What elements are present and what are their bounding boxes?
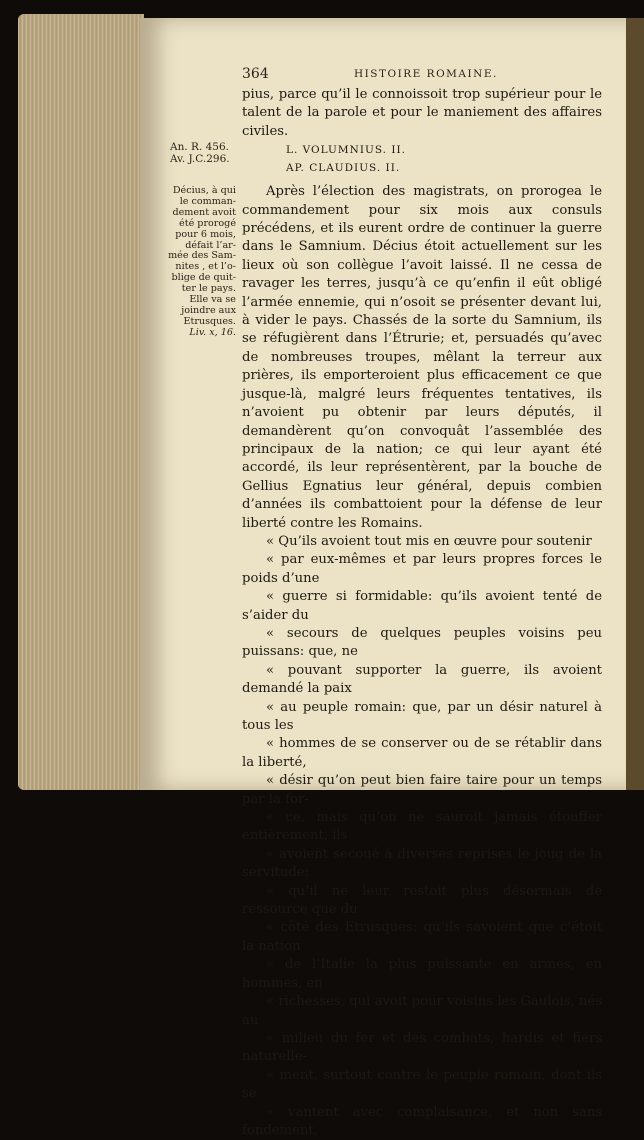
quote-line: « qu’il ne leur restoit plus désormais de ressource que du — [242, 883, 602, 918]
quote-line: « côté des Etrusques: qu’ils savoient que c’étoit la nation — [242, 920, 602, 954]
quote-line: « par eux-mêmes et par leurs propres forces le poids d’une — [242, 552, 602, 586]
book-page-edges — [18, 14, 144, 790]
right-page-shadow — [626, 18, 644, 790]
consul-name: AP. CLAUDIUS. II. — [286, 162, 401, 175]
running-title: HISTOIRE ROMAINE. — [354, 68, 498, 80]
main-text — [242, 86, 602, 1140]
consuls-heading — [242, 141, 602, 177]
quote-line: « ce, mais qu’on ne sauroit jamais étouffer entièrement, ils — [242, 810, 602, 844]
side-note-line: Elle va se — [189, 294, 236, 306]
year-av-jc: Av. J.C.296. — [170, 153, 230, 165]
quote-line: « désir qu’on peut bien faire taire pour un temps par la for- — [242, 773, 602, 807]
body-paragraph — [242, 183, 602, 1140]
side-note-line: joindre aux — [181, 304, 236, 316]
side-note-line: défait l’ar- — [185, 239, 236, 251]
quote-line: « richesses, qui avoit pour voisins les Gaulois, nés au — [242, 994, 602, 1028]
quote-line: « Qu’ils avoient tout mis en œuvre pour soutenir — [266, 533, 592, 549]
quote-line: « de l’Italie la plus puissante en armes, en hommes, en — [242, 957, 602, 991]
year-an-r: An. R. 456. — [170, 141, 229, 153]
side-note-line: Etrusques. — [183, 315, 236, 327]
side-note-line: pour 6 mois, — [175, 228, 236, 240]
side-note-line: dement avoit — [172, 206, 236, 218]
quote-line: « ment, surtout contre le peuple romain, dont ils se — [242, 1067, 602, 1102]
quote-line: « hommes de se conserver ou de se rétablir dans la liberté, — [242, 736, 602, 770]
quote-line: « avoient secoué à diverses reprises le joug de la servitude: — [242, 846, 602, 881]
side-note-line: ter le pays. — [181, 283, 236, 295]
page-number: 364 — [242, 66, 269, 82]
side-note-line: blige de quit- — [171, 272, 236, 284]
page-header — [242, 66, 598, 84]
quote-line: « au peuple romain: que, par un désir naturel à tous les — [242, 699, 602, 733]
side-note-line: été prorogé — [179, 217, 236, 229]
margin-year-note — [170, 141, 240, 165]
quote-line: « secours de quelques peuples voisins peu puissans: que, ne — [242, 625, 602, 660]
side-note — [162, 186, 236, 339]
consul-name: L. VOLUMNIUS. II. — [286, 144, 406, 157]
side-note-line: Décius, à qui — [172, 185, 236, 196]
continuation-text: pius, parce qu’il le connoissoit trop supérieur pour le talent de la parole et pour le maniement des affaires civiles. — [242, 87, 602, 139]
side-note-line: le comman- — [179, 195, 236, 207]
side-note-line: mée des Sam- — [168, 250, 236, 262]
quote-line: « guerre si formidable: qu’ils avoient tenté de s’aider du — [242, 589, 602, 623]
side-note-line: nites , et l’o- — [175, 261, 236, 273]
side-note-reference: Liv. x, 16. — [189, 326, 236, 338]
paragraph-text: Après l’élection des magistrats, on prorogea le commandement pour six mois aux consuls précédens, et ils eurent ordre de continuer la guerre dans le Samnium. Décius étoit actuellement sur les lieux où son collègue l’avoit laissé. Il ne cessa de ravager les terres, jusqu’à ce qu’enfin il eût obligé l’armée ennemie, qui n’osoit se présenter devant lui, à vider le pays. Chassés de la sorte du Samnium, ils se réfugièrent dans l’Étrurie; et, persuadés qu’avec de nombreuses troupes, mêlant la terreur aux prières, ils emporteroient plus efficacement ce que jusque-là, malgré leurs fréquentes tentatives, ils n’avoient pu obtenir par leurs députés, il demandèrent qu’on convoquât l’assemblée des principaux de la nation; ce qui leur ayant été accordé, ils leur représentèrent, par la bouche de Gellius Egnatius leur général, depuis combien d’années ils combattoient pour la défense de leur liberté contre les Romains. — [242, 184, 602, 531]
quote-line: « pouvant supporter la guerre, ils avoient demandé la paix — [242, 662, 602, 697]
quote-line: « milieu du fer et des combats, hardis et fiers naturelle- — [242, 1030, 602, 1065]
quote-line: « vantent avec complaisance, et non sans fondement, — [242, 1104, 602, 1138]
